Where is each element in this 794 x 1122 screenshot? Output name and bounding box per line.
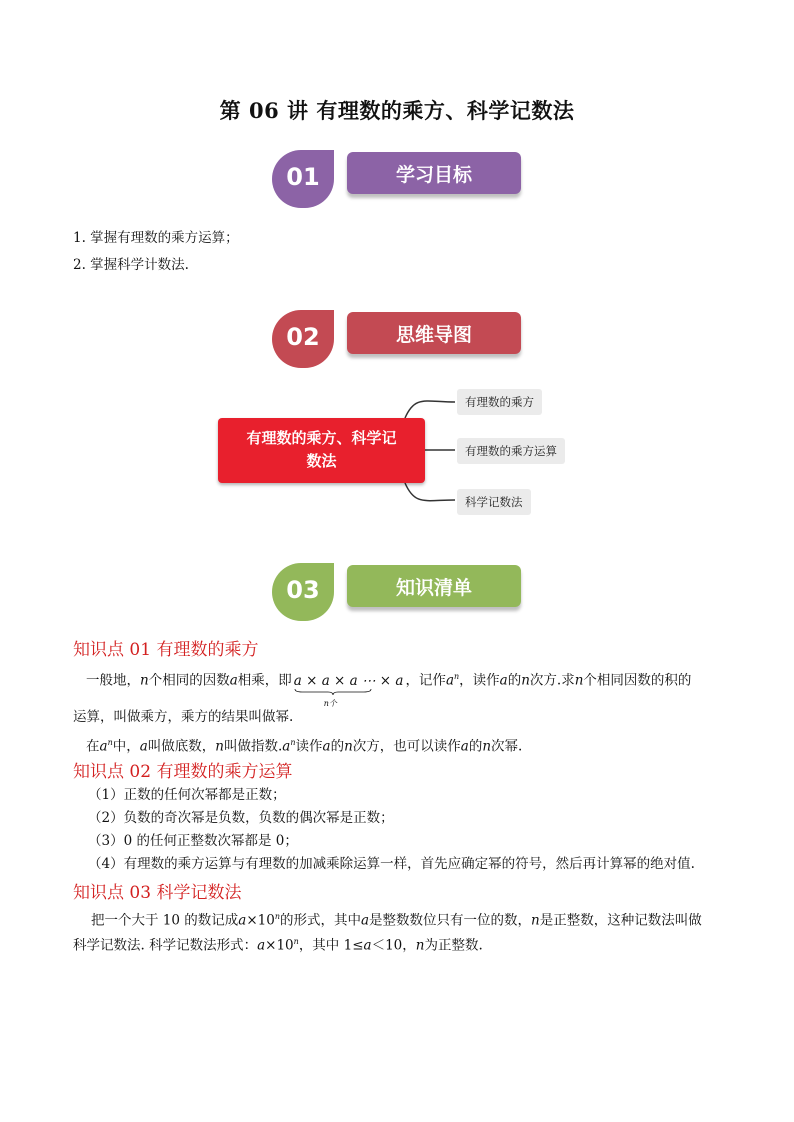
kp2-item: （3）0 的任何正整数次幂都是 0； bbox=[88, 833, 298, 849]
kp3-paragraph-line1: 把一个大于 10 的数记成$a\times 10^n$的形式，其中a是整数数位只有一位的数，n是正整数，这种记数法叫做 bbox=[91, 912, 702, 929]
mindmap-leaf-node: 科学记数法 bbox=[457, 489, 531, 515]
mindmap-leaf-node: 有理数的乘方 bbox=[457, 389, 542, 415]
section-header-knowledge bbox=[272, 563, 522, 623]
page-title: 第 06 讲 有理数的乘方、科学记数法 bbox=[219, 98, 575, 123]
mindmap-center-node bbox=[218, 418, 425, 483]
section-number: 03 bbox=[286, 576, 320, 604]
section-label: 学习目标 bbox=[395, 164, 472, 186]
kp1-paragraph-line3: 在$a^n$中，a叫做底数，n叫做指数$.a^n$读作a的n次方，也可以读作a的n次幂. bbox=[86, 738, 523, 755]
knowledge-point-heading: 知识点 03 科学记数法 bbox=[73, 883, 242, 903]
kp1-paragraph-line1: 一般地，n个相同的因数a相乘，即 a × a × a ⋯ × a n个 ，记作$a^n$，读作a的n次方.求n个相同因数的积的 bbox=[86, 672, 692, 708]
section-label: 知识清单 bbox=[395, 577, 472, 599]
product-expression: a × a × a ⋯ × a n个 bbox=[293, 672, 404, 708]
section-label: 思维导图 bbox=[395, 324, 472, 346]
kp2-item: （4）有理数的乘方运算与有理数的加减乘除运算一样，首先应确定幂的符号，然后再计算幂的绝对值. bbox=[88, 856, 695, 872]
knowledge-point-heading: 知识点 02 有理数的乘方运算 bbox=[73, 762, 293, 782]
goal-item: 1. 掌握有理数的乘方运算； bbox=[73, 230, 239, 246]
kp2-item: （1）正数的任何次幂都是正数； bbox=[88, 787, 286, 803]
section-number-badge bbox=[272, 563, 334, 621]
mindmap-leaf-node: 有理数的乘方运算 bbox=[457, 438, 565, 464]
mindmap-center-line: 数法 bbox=[306, 452, 337, 470]
kp1-paragraph-line2: 运算，叫做乘方，乘方的结果叫做幂. bbox=[73, 709, 294, 725]
kp2-item: （2）负数的奇次幂是负数，负数的偶次幂是正数； bbox=[88, 810, 394, 826]
section-number: 02 bbox=[286, 323, 320, 351]
goal-item: 2. 掌握科学计数法. bbox=[73, 257, 189, 273]
section-number: 01 bbox=[286, 163, 320, 191]
knowledge-point-heading: 知识点 01 有理数的乘方 bbox=[73, 640, 259, 660]
mindmap-center-line: 有理数的乘方、科学记 bbox=[246, 429, 397, 447]
section-label-bar bbox=[347, 565, 521, 607]
kp3-paragraph-line2: 科学记数法. 科学记数法形式：$a\times 10^n$，其中 1≤a＜10，n为正整数. bbox=[73, 937, 483, 954]
